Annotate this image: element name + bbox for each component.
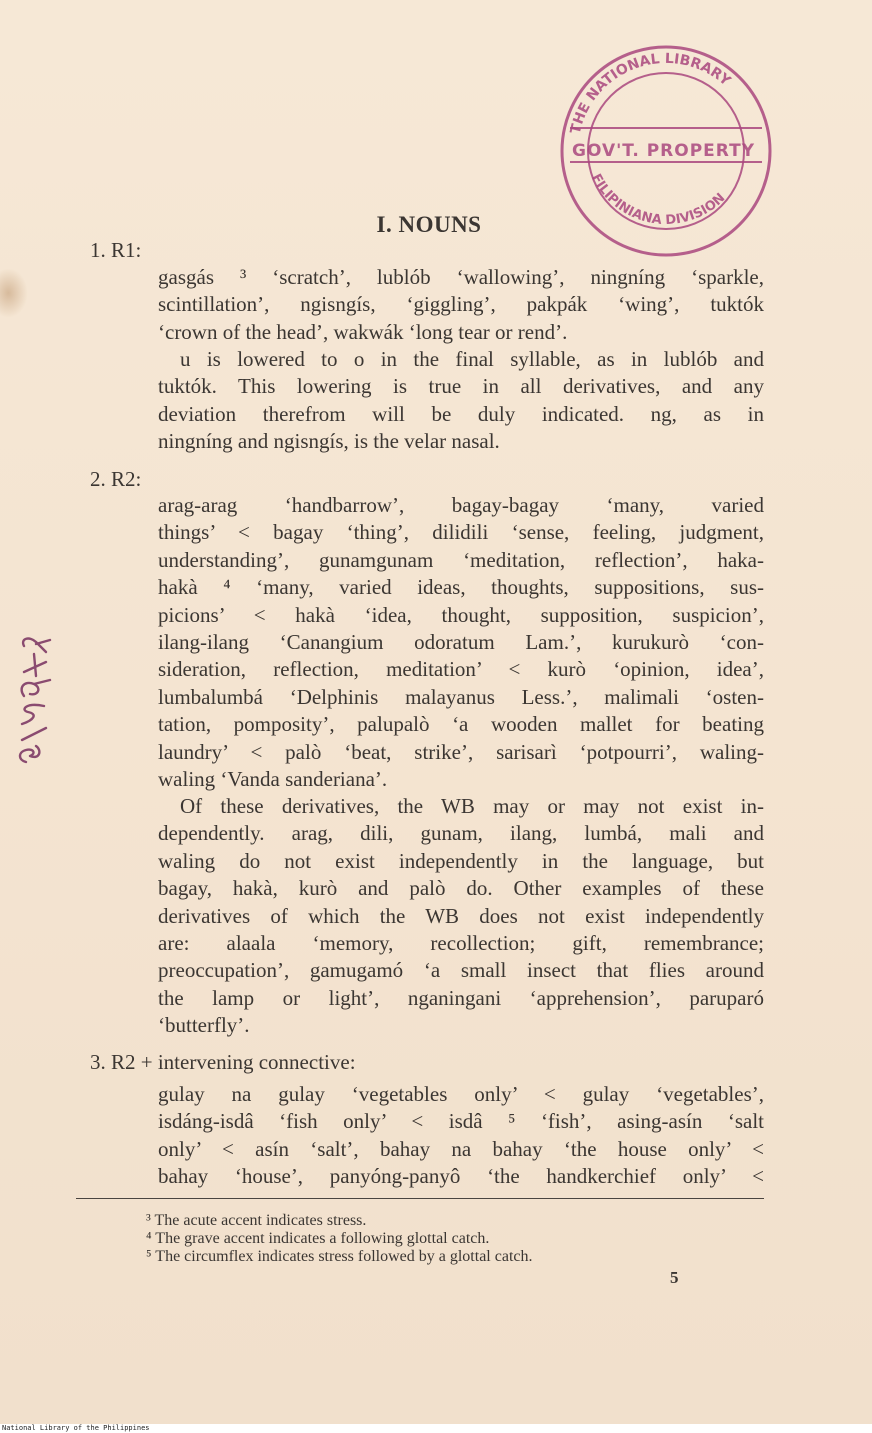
- text-line: gulay na gulay ‘vegetables only’ < gulay ‘vegetables’,: [158, 1082, 764, 1106]
- section-2-paragraph-2: [158, 793, 764, 1040]
- text-line: only’ < asín ‘salt’, bahay na bahay ‘the house only’ <: [158, 1136, 764, 1161]
- text-line: ‘crown of the head’, wakwák ‘long tear or rend’.: [158, 319, 568, 344]
- footnote-3: ³ The acute accent indicates stress.: [146, 1212, 367, 1229]
- text-line: hakà ⁴ ‘many, varied ideas, thoughts, suppositions, sus-: [158, 575, 764, 600]
- text-line: are: alaala ‘memory, recollection; gift, remembrance;: [158, 931, 764, 956]
- text-line: ilang-ilang ‘Canangium odoratum Lam.’, kurukurò ‘con-: [158, 630, 764, 655]
- text-line: bahay ‘house’, panyóng-panyô ‘the handkerchief only’ <: [158, 1164, 764, 1189]
- text-line: derivatives of which the WB does not exist independently: [158, 903, 764, 928]
- text-line: picions’ < hakà ‘idea, thought, supposition, suspicion’,: [158, 602, 764, 627]
- section-3-heading: 3. R2 + intervening connective:: [90, 1050, 356, 1074]
- text-line: lumbalumbá ‘Delphinis malayanus Less.’, malimali ‘osten-: [158, 684, 764, 709]
- section-3-paragraph-1: [158, 1081, 764, 1191]
- text-line: waling ‘Vanda sanderiana’.: [158, 767, 388, 792]
- text-line: ningníng and ngisngís, is the velar nasal.: [158, 429, 500, 454]
- text-line: ‘butterfly’.: [158, 1013, 250, 1038]
- footer-strip: [0, 1424, 872, 1433]
- text-line: sideration, reflection, meditation’ < kurò ‘opinion, idea’,: [158, 657, 764, 682]
- footer-strip-text: National Library of the Philippines: [2, 1424, 150, 1432]
- section-1-paragraph-1: [158, 264, 764, 346]
- text-line: the lamp or light’, nganingani ‘apprehension’, paruparó: [158, 985, 764, 1010]
- handwritten-margin-note: [16, 636, 60, 766]
- stamp-band-text: GOV'T. PROPERTY: [572, 141, 756, 161]
- text-line: preoccupation’, gamugamó ‘a small insect that flies around: [158, 958, 764, 983]
- text-line: waling do not exist independently in the language, but: [158, 848, 764, 873]
- footnote-divider: [76, 1198, 764, 1199]
- text-line: bagay, hakà, kurò and palò do. Other examples of these: [158, 876, 764, 901]
- section-2-heading: 2. R2:: [90, 467, 142, 491]
- text-line: deviation therefrom will be duly indicated. ng, as in: [158, 401, 764, 426]
- text-line: laundry’ < palò ‘beat, strike’, sarisarì ‘potpourri’, waling-: [158, 739, 764, 764]
- text-line: scintillation’, ngisngís, ‘giggling’, pakpák ‘wing’, tuktók: [158, 292, 764, 317]
- text-line: tuktók. This lowering is true in all derivatives, and any: [158, 374, 764, 399]
- text-line: tation, pomposity’, palupalò ‘a wooden mallet for beating: [158, 712, 764, 737]
- text-line: arag-arag ‘handbarrow’, bagay-bagay ‘many, varied: [158, 493, 764, 517]
- section-2-paragraph-1: [158, 492, 764, 793]
- text-line: u is lowered to o in the final syllable, as in lublób and: [180, 347, 764, 371]
- page-number: 5: [670, 1268, 679, 1287]
- text-line: dependently. arag, dili, gunam, ilang, lumbá, mali and: [158, 821, 764, 846]
- page-edge-smudge: [0, 268, 28, 318]
- section-1-heading: 1. R1:: [90, 238, 142, 262]
- text-line: isdáng-isdâ ‘fish only’ < isdâ ⁵ ‘fish’, asing-asín ‘salt: [158, 1109, 764, 1134]
- section-title: I. NOUNS: [376, 212, 482, 237]
- text-line: gasgás ³ ‘scratch’, lublób ‘wallowing’, ningníng ‘sparkle,: [158, 265, 764, 289]
- text-line: Of these derivatives, the WB may or may not exist in-: [180, 794, 764, 818]
- section-1-paragraph-2: [158, 346, 764, 456]
- text-line: things’ < bagay ‘thing’, dilidili ‘sense, feeling, judgment,: [158, 520, 764, 545]
- text-line: understanding’, gunamgunam ‘meditation, reflection’, haka-: [158, 547, 764, 572]
- stamp-ring-top-text: THE NATIONAL LIBRARY: [567, 50, 734, 136]
- footnote-5: ⁵ The circumflex indicates stress followed by a glottal catch.: [146, 1248, 533, 1265]
- stamp-ring-bottom-text: FILIPINIANA DIVISION: [588, 171, 729, 229]
- footnote-4: ⁴ The grave accent indicates a following glottal catch.: [146, 1230, 490, 1247]
